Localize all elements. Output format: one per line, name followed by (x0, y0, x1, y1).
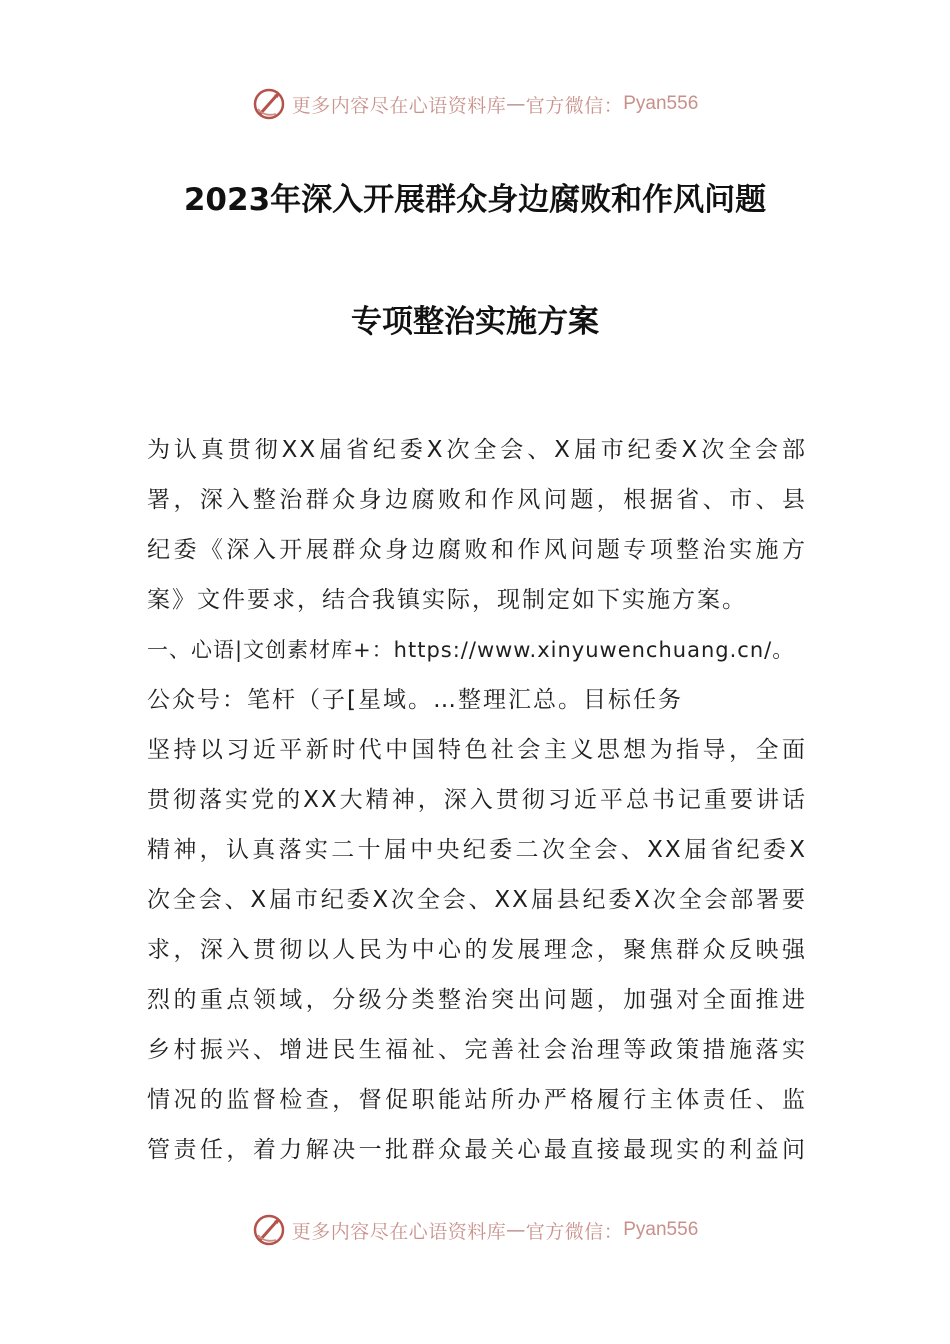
document-title-line2: 专项整治实施方案 (351, 304, 599, 340)
body-line: 管责任，着力解决一批群众最关心最直接最现实的利益问 (147, 1137, 807, 1163)
header-watermark (0, 82, 950, 126)
body-line: 次全会、X届市纪委X次全会、XX届县纪委X次全会部署要 (147, 887, 807, 913)
body-line: 坚持以习近平新时代中国特色社会主义思想为指导，全面 (147, 737, 807, 763)
watermark-separator: — (506, 93, 526, 115)
watermark-text: 更多内容尽在心语资料库 (291, 1220, 507, 1243)
watermark-text: 更多内容尽在心语资料库 (291, 94, 507, 117)
watermark-official-label: 官方微信： (525, 1220, 624, 1243)
watermark-official-label: 官方微信： (525, 94, 624, 117)
watermark-wechat-id: Pyan556 (623, 93, 699, 114)
pen-logo-icon (252, 1213, 286, 1247)
body-line: 纪委《深入开展群众身边腐败和作风问题专项整治实施方 (147, 537, 807, 563)
document-title-line1: 2023年深入开展群众身边腐败和作风问题 (183, 182, 767, 218)
body-line: 情况的监督检查，督促职能站所办严格履行主体责任、监 (147, 1087, 807, 1113)
pen-logo-icon (252, 87, 286, 121)
body-line: 署，深入整治群众身边腐败和作风问题，根据省、市、县 (147, 487, 807, 513)
footer-watermark (0, 1208, 950, 1252)
body-line: 贯彻落实党的XX大精神，深入贯彻习近平总书记重要讲话 (147, 787, 807, 813)
watermark-separator: — (506, 1219, 526, 1241)
body-line: 公众号：笔杆（子[星域。…整理汇总。目标任务 (147, 687, 683, 713)
body-line: 案》文件要求，结合我镇实际，现制定如下实施方案。 (147, 587, 747, 613)
body-line: 烈的重点领域，分级分类整治突出问题，加强对全面推进 (147, 987, 807, 1013)
body-line-link: 一、心语|文创素材库+：https://www.xinyuwenchuang.cn/。 (147, 638, 795, 662)
body-line: 精神，认真落实二十届中央纪委二次全会、XX届省纪委X (147, 837, 807, 863)
body-line: 乡村振兴、增进民生福祉、完善社会治理等政策措施落实 (147, 1037, 807, 1063)
watermark-wechat-id: Pyan556 (623, 1219, 699, 1240)
body-line: 求，深入贯彻以人民为中心的发展理念，聚焦群众反映强 (147, 937, 807, 963)
document-body (147, 425, 807, 1175)
body-line: 为认真贯彻XX届省纪委X次全会、X届市纪委X次全会部 (147, 437, 807, 463)
